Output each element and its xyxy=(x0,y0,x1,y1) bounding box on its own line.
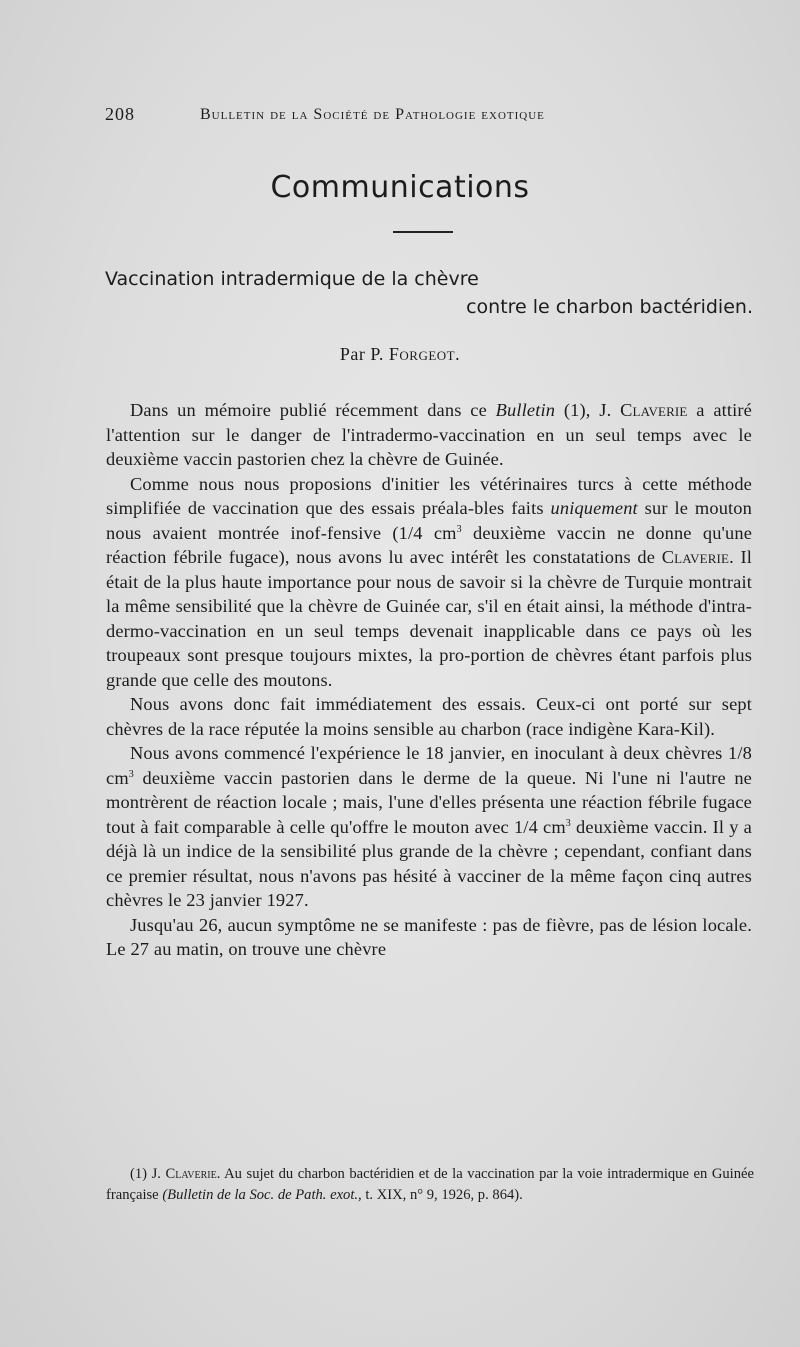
p2-text-c: deuxième vaccin ne donne qu'une réaction fébrile fugace), nous avons lu avec intérêt les constatations de xyxy=(106,522,753,567)
byline-author: Forgeot. xyxy=(388,344,461,364)
title-rule xyxy=(393,231,453,233)
p1-text-a: Dans un mémoire publié récemment dans ce xyxy=(130,400,496,420)
paragraph-4 xyxy=(106,741,752,913)
footnote xyxy=(106,1164,754,1206)
p2-text-a: Comme nous nous proposions d'initier les vétérinaires turcs à cette méthode simplifiée de vaccination que des essais préala-bles faits xyxy=(106,473,752,518)
p2-italic: uniquement xyxy=(550,498,638,518)
p2-author-name: Claverie xyxy=(661,547,730,567)
paragraph-2 xyxy=(106,472,752,693)
p1-italic: Bulletin xyxy=(495,400,556,420)
p4-superscript-2: 3 xyxy=(565,817,571,829)
byline xyxy=(0,344,800,365)
p4-superscript-1: 3 xyxy=(128,768,134,780)
article-title-line-1: Vaccination intradermique de la chèvre xyxy=(105,268,479,290)
p1-text-c: a attiré l'attention sur le danger de l'intradermo-vaccination en un seul temps avec le deuxième vaccin pastorien chez la chèvre de Guinée. xyxy=(106,400,752,469)
p1-text-b: (1), J. xyxy=(555,400,621,420)
article-title xyxy=(105,268,765,318)
article-title-line-2: contre le charbon bactéridien. xyxy=(466,296,753,318)
footnote-text-a: . Au sujet du charbon bactéridien et de la vaccination par la voie intradermique en Guinée française xyxy=(106,1166,754,1203)
footnote-author: Claverie xyxy=(165,1166,217,1182)
section-title: Communications xyxy=(270,170,530,205)
footnote-text-b: t. XIX, n° 9, 1926, p. 864). xyxy=(361,1187,523,1203)
p4-text-a: Nous avons commencé l'expérience le 18 janvier, en inoculant à deux chèvres 1/8 cm xyxy=(106,743,752,788)
footnote-marker: (1) J. xyxy=(130,1166,166,1182)
p4-text-b: deuxième vaccin pastorien dans le derme de la queue. Ni l'une ni l'autre ne montrèrent de réaction locale ; mais, l'une d'elles présenta une réaction fébrile fugace tout à fait comparable à celle qu'offre le mouton avec 1/4 cm xyxy=(106,767,752,837)
byline-prefix: Par P. xyxy=(339,344,384,364)
footnote-italic: (Bulletin de la Soc. de Path. exot., xyxy=(162,1187,362,1203)
article-body xyxy=(106,398,752,962)
p2-text-d: . Il était de la plus haute importance pour nous de savoir si la chèvre de Turquie montrait la même sensibilité que la chèvre de Guinée car, s'il en était ainsi, la méthode d'intra-dermo-vaccination en un seul temps devenait inapplicable dans ce pays où les troupeaux sont presque toujours mixtes, la pro-portion de chèvres étant parfois plus grande que celle des moutons. xyxy=(106,547,753,690)
footnote-text xyxy=(106,1164,754,1206)
journal-title: Bulletin de la Société de Pathologie exotique xyxy=(200,106,545,123)
page-number: 208 xyxy=(105,104,135,124)
paragraph-3: Nous avons donc fait immédiatement des essais. Ceux-ci ont porté sur sept chèvres de la race réputée la moins sensible au charbon (race indigène Kara-Kil). xyxy=(106,694,752,739)
paragraph-1 xyxy=(106,398,752,472)
p1-author-name: Claverie xyxy=(620,400,688,420)
p2-superscript: 3 xyxy=(456,523,462,535)
p4-text-c: deuxième vaccin. Il y a déjà là un indice de la sensibilité plus grande de la chèvre ; cependant, confiant dans ce premier résultat, nous n'avons pas hésité à vacciner de la même façon cinq autres chèvres le 23 janvier 1927. xyxy=(106,816,752,910)
paragraph-5: Jusqu'au 26, aucun symptôme ne se manifeste : pas de fièvre, pas de lésion locale. Le 27 au matin, on trouve une chèvre xyxy=(106,914,752,959)
p2-text-b: sur le mouton nous avaient montrée inof-fensive (1/4 cm xyxy=(106,498,752,543)
